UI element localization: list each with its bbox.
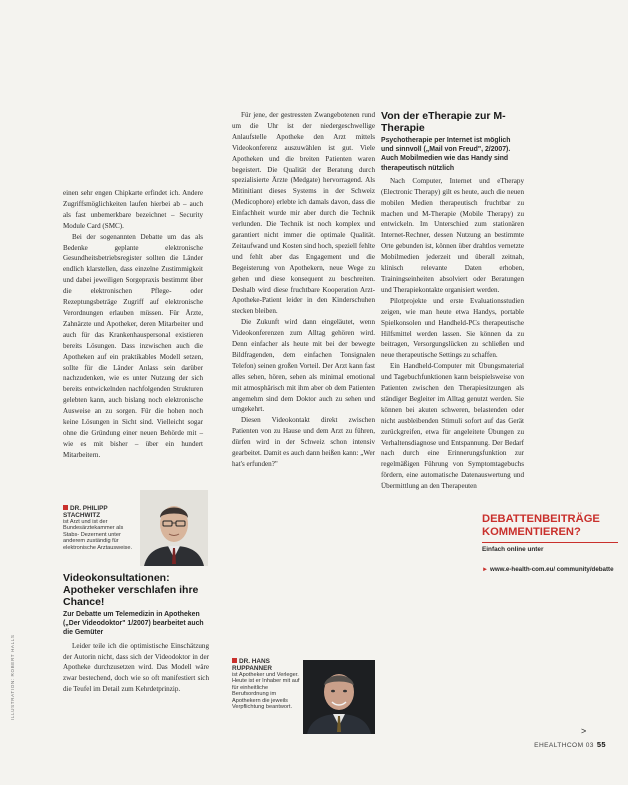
article-title: Videokonsultationen: Apotheker verschlafen ihre Chance! [63, 572, 199, 608]
article-lead: Psychotherapie per Internet ist möglich und sinnvoll („Mail von Freud", 2/2007). Auch Mobilmedien wie das Handy sind therapeutisch nützlich [381, 137, 511, 172]
article-lead: Zur Debatte um Telemedizin in Apotheken („Der Videodoktor" 1/2007) bearbeitet auch die Gemüter [63, 611, 204, 637]
author-bio-stachwitz [63, 505, 139, 551]
paragraph: Bei der sogenannten Debatte um das als Bedenke geplante elektronische Gesundheitsbetriebsregister sollten die Länder endlich klarstellen, dass einzelne Zustimmigkeit und dabei jeweiligen Sorgepraxis bestimmt über die elektronischen Pflege- oder Rezeptungsbeträge Zugriff auf elektronische Verordnungen erlauben müssen. Für Ärzte, Zahnärzte und Apotheker, deren Mitarbeiter und auch für das Krankenhauspersonal existieren bereits Lösungen. Dass inzwischen auch die Apotheken auf ein praktikables Modell setzen, sollte für die Länder Anlass sein darüber nachzudenken, wie es unter Nutzung der sich bereits entwickelnden nachfolgenden Strukturen gelebten kann, auch bislang noch elektronische Ausweise an zu sorgen. Für die hohen noch keine Lösungen in Sicht sind. Vielleicht sogar ohne die Gründung einer neuen Behörde mit – wie es mit bisher – über ein hundert Mitarbeitern. [63, 232, 203, 459]
page-number: 55 [596, 740, 606, 749]
continue-arrow-icon: > [581, 726, 587, 736]
column-left-text [63, 188, 203, 461]
paragraph: Die Zukunft wird dann eingeläutet, wenn Videokonferenzen zum Alltag gehören wird. Denn einfacher als heute mit bei der bewegte Bildfragenden, dem einfachen Tonsignalen Telefon) seinen großen Vorteil. Der Arzt kann fast alles sehen, hören, sehen als minimal emotional mit atmosphärisch mit ihm aber ob dem Patienten angemehm sind dem Doktor auch zu sehen und umgekehrt. [232, 318, 375, 414]
page-footer [534, 740, 606, 749]
author-name: DR. PHILIPP STACHWITZ [63, 505, 108, 519]
debate-callout [482, 513, 618, 573]
author-description: ist Apotheker und Verleger. Heute ist er Inhaber mit auf für einheitliche Berufsordnung im Apothekern die jeweils Verpflichtung beantwort. [232, 672, 300, 711]
paragraph: einen sehr engen Chipkarte erfindet ich. Andere Zugriffsmöglichkeiten laufen hierbei ab – auch als fast unbemerkbare bezeichnet – Security Module Card (SMC). [63, 189, 203, 230]
article-videokonsultationen [63, 572, 209, 695]
illustration-credit: ILLUSTRATION: ROBERT HALLS [10, 634, 15, 720]
bullet-square-icon [232, 658, 237, 663]
author-photo-stachwitz [140, 490, 208, 566]
paragraph: Nach Computer, Internet und eTherapy (Electronic Therapy) gilt es heute, auch die neuen mobilen Medien therapeutisch fruchtbar zu machen und M-Therapie (Mobile Therapy) zu entwickeln. Im Unterschied zum stationären Internet-Rechner, dessen Nutzung an bestimmte Orte gebunden ist, können über drahtlos vernetzte Mobilmedien jederzeit und überall zeitnah, klinisch relevante Daten erhoben, Trainingseinheiten absolviert oder Beratungen und Therapiekontakte organisiert werden. [381, 176, 524, 294]
magazine-name: EHEALTHCOM 03 [534, 742, 594, 749]
debate-link[interactable] [482, 566, 618, 573]
arrow-right-icon: ► [482, 566, 489, 573]
author-photo-ruppanner [303, 660, 375, 734]
paragraph: Ein Handheld-Computer mit Übungsmaterial und Tagebuchfunktionen kann beispielsweise von Patienten zwischen den Therapiesitzungen als ständiger Begleiter im Alltag genutzt werden. Sie können bei akuten schweren, belastenden oder nicht ausbleibenden Stimuli sofort auf das Gerät zurückgreifen, etwa für angeleitete Übungen zu Verhaltensdiagnose und Entspannung. Der Bedarf nach durch eine Erinnerungsfunktion zur regelmäßigen Führung von Symptomtagebuchs fördern, eine automatische Datenauswertung und Übermittlung an den Therapeuten [381, 362, 524, 491]
debate-subtitle: Einfach online unter [482, 546, 544, 553]
article-title: Von der eTherapie zur M-Therapie [381, 110, 506, 134]
paragraph: Leider teile ich die optimistische Einschätzung der Autorin nicht, dass sich der Videodoktor in der Apotheke durchzusetzen wird. Das Modell wäre zwar bestechend, doch wie so oft manifestiert sich die Teufel im Detail zum Kehrdetprinzip. [63, 641, 209, 694]
paragraph: Pilotprojekte und erste Evaluationsstudien zeigen, wie man heute etwa Handys, portable Spielkonsolen und Handheld-PCs therapeutische Hilfsmittel werden lassen. Sie können da zu beitragen, Versorgungslücken zu schließen und neue therapeutische Settings zu schaffen. [381, 296, 524, 360]
author-bio-ruppanner [232, 658, 300, 710]
debate-divider [482, 542, 618, 543]
debate-link-text[interactable]: www.e-health-com.eu/ community/debatte [490, 566, 614, 573]
paragraph: Für jene, der gestressten Zwangebotenen rund um die Uhr ist der niedergeschwellige Anlaufstelle Apotheke den Arzt mittels Videokonferenz auszuwählen ist gut. Viele Apotheken und die breiten Patienten waren begeistert. Die Qualität der Beratung durch spezialisierte Ärzte (Medgate) hervorragend. Als Mitinitiant dieses Systems in der Schweiz (Medicophore) erlebte ich damals davon, dass die Einfachheit wurde mir aber durch die Technik verlunden. Die Technik ist noch komplex und garantiert nicht immer die optimale Qualität. Zeitaufwand und Kosten sind hoch, speziell fehlte und fehlt aber das Engagement und die Begeisterung von Apothekern, neue Wege zu gehen und diese konsequent zu beschreiten. Deshalb wird diese fruchtbare Kooperation Arzt-Apotheke-Patient leider in den Kinderschuhen stecken bleiben. [232, 111, 375, 316]
author-description: ist Arzt und ist der Bundesärztekammer als Stabs- Dezernent unter anderem zuständig für elektronische Arztausweise. [63, 519, 133, 551]
author-name: DR. HANS RUPPANNER [232, 658, 273, 672]
paragraph: Diesen Videokontakt direkt zwischen Patienten von zu Hause und dem Arzt zu führen, dürfen wird in der Schweiz schon intensiv gearbeitet. Damit es auch dann heißen kann: „Wer hat's erfunden?" [232, 416, 375, 468]
article-body [63, 641, 209, 696]
debate-title: DEBATTENBEITRÄGE KOMMENTIEREN? [482, 513, 600, 538]
column-right-text [381, 110, 524, 492]
column-middle-text [232, 110, 375, 470]
bullet-square-icon [63, 505, 68, 510]
